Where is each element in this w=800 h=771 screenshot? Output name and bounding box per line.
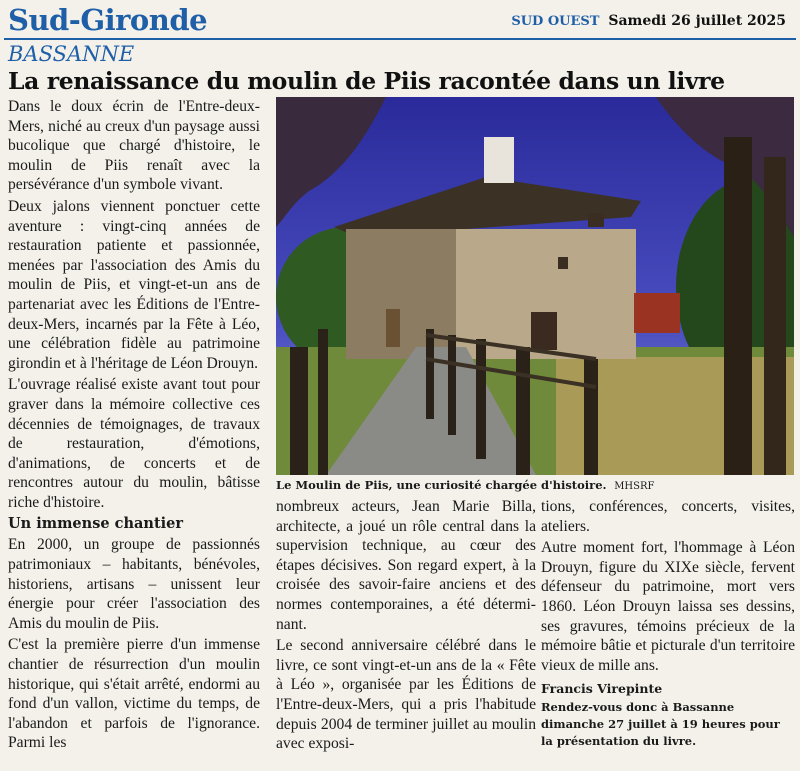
masthead — [511, 12, 786, 31]
paragraph: Le second anniversaire célébré dans le livre, ce sont vingt-et-un ans de la « Fête à Léo », organisée par les Éditions de l'Entre-deux-Mers, qui a pris l'habitude depuis 2004 de terminer juillet au moulin avec exposi- — [276, 637, 536, 753]
caption-text: Le Moulin de Piis, une curiosité chargée d'histoire. — [276, 478, 607, 492]
article-column-2 — [276, 497, 536, 756]
paragraph: Dans le doux écrin de l'Entre-deux-Mers, niché au creux d'un paysage aussi bucolique que chargé d'histoire, le moulin de Piis renaît avec la persévérance d'un symbole vivant. — [8, 98, 260, 194]
photo-credit: MHSRF — [614, 481, 655, 492]
subheading: Un immense chantier — [8, 515, 184, 533]
paragraph: nombreux acteurs, Jean Marie Billa, architecte, a joué un rôle central dans la supervision technique, au cœur des étapes décisives. Son regard expert, à la croisée des savoir-faire anciens et des normes contemporaines, a été déterminant. — [276, 498, 536, 633]
paragraph: C'est la première pierre d'un immense chantier de résurrection d'un moulin historique, qui s'était arrêté, endormi au fond d'un vallon, victime du temps, de l'abandon et parfois de l'ignorance. Parmi les — [8, 636, 260, 752]
article-column-1 — [8, 97, 260, 755]
photo-caption — [276, 478, 796, 494]
paragraph: L'ouvrage réalisé existe avant tout pour graver dans la mémoire collective ces décennies de témoignages, de travaux de restauration, d'émotions, d'animations, de concerts et de rencontres autour du moulin, bâtisse riche d'histoire. — [8, 376, 260, 511]
event-info: Rendez-vous donc à Bassanne dimanche 27 juillet à 19 heures pour la présentation du livre. — [541, 699, 780, 748]
article-kicker: BASSANNE — [8, 42, 135, 66]
section-title: Sud-Gironde — [8, 3, 208, 37]
article-column-3 — [541, 497, 795, 750]
paragraph: tions, conférences, concerts, visites, ateliers. — [541, 498, 795, 535]
article-photo — [276, 97, 794, 475]
paragraph: Autre moment fort, l'hommage à Léon Drouyn, figure du XIXe siècle, fervent défenseur du patrimoine, mort vers 1860. Léon Drouyn laissa ses dessins, ses gravures, témoins précieux de la mémoire bâtie et picturale d'un territoire vieux de mille ans. — [541, 539, 795, 674]
article-headline: La renaissance du moulin de Piis racontée dans un livre — [8, 67, 725, 95]
newspaper-name: SUD OUEST — [511, 14, 600, 29]
paragraph: En 2000, un groupe de passionnés patrimoniaux – habitants, bénévoles, historiens, artisans – unissent leur énergie pour créer l'association des Amis du moulin de Piis. — [8, 536, 260, 632]
mill-photo-illustration — [276, 97, 794, 475]
publication-date: Samedi 26 juillet 2025 — [608, 13, 786, 29]
author-signature: Francis Virepinte — [541, 681, 663, 697]
header-rule — [4, 38, 796, 40]
paragraph: Deux jalons viennent ponctuer cette aventure : vingt-cinq années de restauration patiente et passionnée, menées par l'association des Amis du moulin de Piis, et vingt-et-un ans de partenariat avec les Éditions de l'Entre-deux-Mers, incarnés par la Fête à Léo, une célébration fidèle au patrimoine girondin et à l'héritage de Léon Drouyn. — [8, 197, 260, 372]
